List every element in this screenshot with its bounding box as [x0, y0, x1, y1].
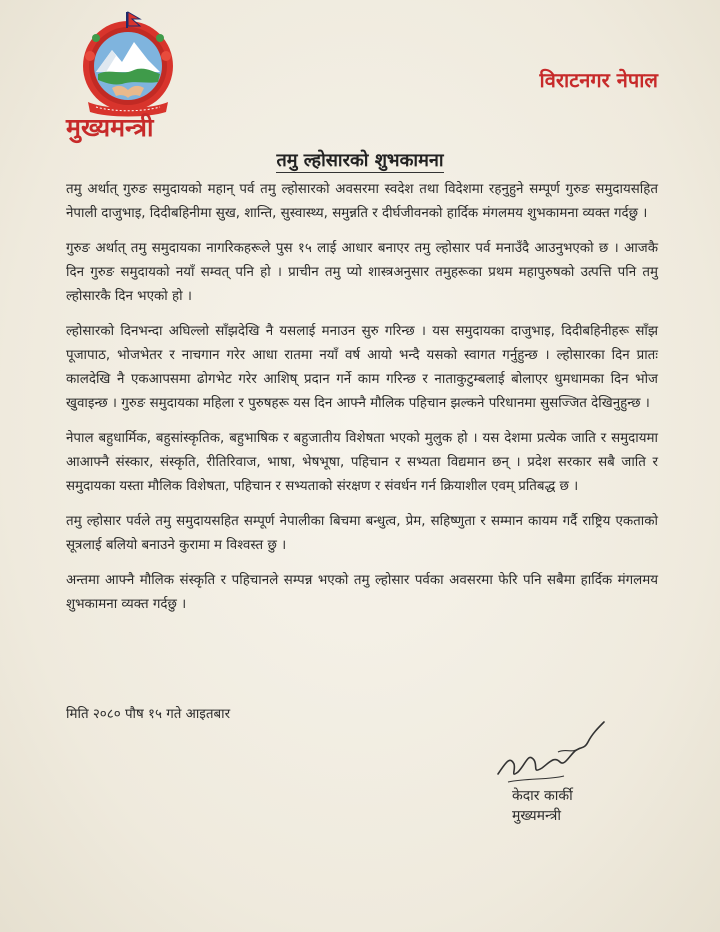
paragraph: ल्होसारको दिनभन्दा अघिल्लो साँझदेखि नै यसलाई मनाउन सुरु गरिन्छ । यस समुदायका दाजुभाइ, दिदीबहिनीहरू साँझ पूजापाठ, भोजभेतर र नाचगान गरेर आधा रातमा नयाँ वर्ष आयो भन्दै यसको स्वागत गर्नुहुन्छ । ल्होसारका दिन प्रातः कालदेखि नै एकआपसमा ढोगभेट गरेर आशिष् प्रदान गर्ने काम गरिन्छ र नाताकुटुम्बलाई बोलाएर धुमधामका दिन भोज खुवाइन्छ । गुरुङ समुदायका महिला र पुरुषहरू यस दिन आफ्नै मौलिक पहिचान झल्कने परिधानमा सुसज्जित देखिनुहुन्छ । [66, 324, 658, 411]
paragraph: अन्तमा आफ्नै मौलिक संस्कृति र पहिचानले सम्पन्न भएको तमु ल्होसार पर्वका अवसरमा फेरि पनि सबैमा हार्दिक मंगलमय शुभकामना व्यक्त गर्दछु । [66, 573, 658, 612]
nepal-state-emblem-icon [76, 10, 180, 120]
letter-heading-text: तमु ल्होसारको शुभकामना [276, 150, 444, 171]
signatory-name: केदार कार्की [512, 788, 573, 804]
paragraph: तमु अर्थात् गुरुङ समुदायको महान् पर्व तमु ल्होसारको अवसरमा स्वदेश तथा विदेशमा रहनुहुने सम्पूर्ण गुरुङ समुदायसहित नेपाली दाजुभाइ, दिदीबहिनीमा सुख, शान्ति, सुस्वास्थ्य, समुन्नति र दीर्घजीवनको हार्दिक मंगलमय शुभकामना व्यक्त गर्दछु । [66, 182, 658, 221]
signatory-title: मुख्यमन्त्री [512, 808, 561, 824]
location-label: विराटनगर नेपाल [539, 68, 658, 92]
paragraph: गुरुङ अर्थात् तमु समुदायका नागरिकहरूले पुस १५ लाई आधार बनाएर तमु ल्होसार पर्व मनाउँदै आउनुभएको छ । आजकै दिन गुरुङ समुदायको नयाँ सम्वत् पनि हो । प्राचीन तमु प्यो शास्त्रअनुसार तमुहरूका प्रथम महापुरुषको उत्पत्ति पनि तमु ल्होसारकै दिन भएको हो । [66, 241, 658, 304]
paragraph: नेपाल बहुधार्मिक, बहुसांस्कृतिक, बहुभाषिक र बहुजातीय विशेषता भएको मुलुक हो । यस देशमा प्रत्येक जाति र समुदायमा आआफ्नै संस्कार, संस्कृति, रीतिरिवाज, भाषा, भेषभूषा, पहिचान र सभ्यता विद्यमान छन् । प्रदेश सरकार सबै जाति र समुदायका यस्ता मौलिक विशेषता, पहिचान र सभ्यताको संरक्षण र संवर्धन गर्न क्रियाशील एवम् प्रतिबद्ध छ । [66, 431, 658, 494]
paragraph: तमु ल्होसार पर्वले तमु समुदायसहित सम्पूर्ण नेपालीका बिचमा बन्धुत्व, प्रेम, सहिष्णुता र सम्मान कायम गर्दै राष्ट्रिय एकताको सूत्रलाई बलियो बनाउने कुरामा म विश्वस्त छु । [66, 514, 658, 553]
letter-body [66, 178, 658, 628]
office-title: मुख्यमन्त्री [66, 113, 154, 142]
date-line: मिति २०८० पौष १५ गते आइतबार [66, 707, 231, 722]
letter-heading [0, 148, 720, 172]
handwritten-signature-icon [488, 712, 648, 792]
